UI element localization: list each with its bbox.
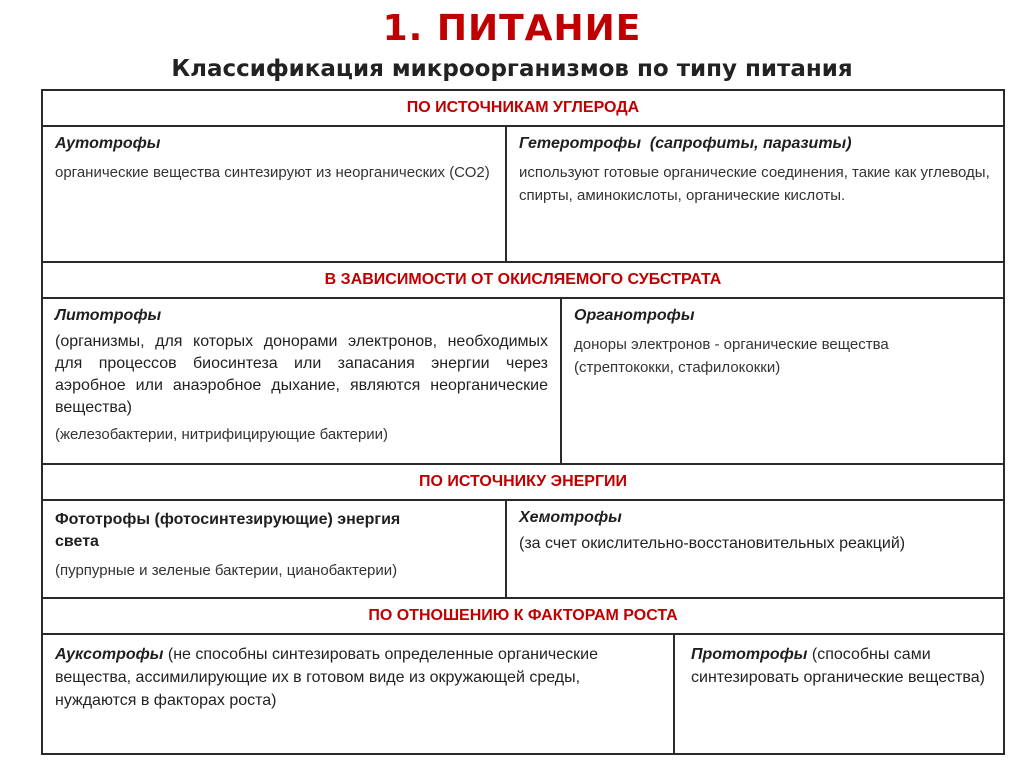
lithotrophs-desc: (организмы, для которых донорами электронов, необходимых для процессов биосинтеза или запасания энергии через аэробное или анаэробное дыхание, являются неорганические вещества) bbox=[55, 333, 548, 416]
section-heading-growth: ПО ОТНОШЕНИЮ К ФАКТОРАМ РОСТА bbox=[43, 599, 1003, 635]
section-growth-row bbox=[43, 635, 1003, 753]
lithotrophs-cell bbox=[43, 299, 562, 463]
lithotrophs-example: (железобактерии, нитрифицирующие бактерии) bbox=[55, 426, 389, 443]
heterotrophs-cell bbox=[507, 127, 1003, 261]
heterotrophs-subtypes: (сапрофиты, паразиты) bbox=[640, 135, 852, 152]
slide-subtitle: Классификация микроорганизмов по типу питания bbox=[171, 56, 853, 82]
organotrophs-desc: доноры электронов - органические вещества (стрептококки, стафилококки) bbox=[574, 336, 889, 376]
autotrophs-name: Аутотрофы bbox=[55, 135, 161, 152]
prototrophs-name: Прототрофы bbox=[691, 646, 808, 663]
heterotrophs-desc: используют готовые органические соединения, такие как углеводы, спирты, аминокислоты, органические кислоты. bbox=[519, 164, 990, 204]
autotrophs-cell bbox=[43, 127, 507, 261]
slide-title: 1. ПИТАНИЕ bbox=[382, 8, 642, 49]
section-carbon-row bbox=[43, 127, 1003, 263]
section-substrate-row bbox=[43, 299, 1003, 465]
prototrophs-desc: (способны сами синтезировать органические вещества) bbox=[691, 646, 985, 686]
auxotrophs-name: Ауксотрофы bbox=[55, 646, 164, 663]
chemotrophs-name: Хемотрофы bbox=[519, 509, 622, 526]
section-heading-energy: ПО ИСТОЧНИКУ ЭНЕРГИИ bbox=[43, 465, 1003, 501]
lithotrophs-name: Литотрофы bbox=[55, 307, 162, 324]
phototrophs-cell bbox=[43, 501, 507, 597]
autotrophs-desc: органические вещества синтезируют из неорганических (СО2) bbox=[55, 164, 490, 181]
heterotrophs-name: Гетеротрофы bbox=[519, 135, 641, 152]
phototrophs-desc: (пурпурные и зеленые бактерии, цианобактерии) bbox=[55, 562, 398, 579]
auxotrophs-desc: (не способны синтезировать определенные органические вещества, ассимилирующие их в готовом виде из окружающей среды, нуждаются в факторах роста) bbox=[55, 646, 603, 709]
chemotrophs-cell bbox=[507, 501, 1003, 597]
organotrophs-cell bbox=[562, 299, 1003, 463]
chemotrophs-desc: (за счет окислительно-восстановительных реакций) bbox=[519, 535, 906, 552]
section-heading-substrate: В ЗАВИСИМОСТИ ОТ ОКИСЛЯЕМОГО СУБСТРАТА bbox=[43, 263, 1003, 299]
section-heading-carbon: ПО ИСТОЧНИКАМ УГЛЕРОДА bbox=[43, 91, 1003, 127]
prototrophs-cell bbox=[675, 635, 1003, 753]
section-energy-row bbox=[43, 501, 1003, 599]
organotrophs-name: Органотрофы bbox=[574, 307, 695, 324]
classification-table bbox=[41, 89, 1005, 755]
auxotrophs-cell bbox=[43, 635, 675, 753]
phototrophs-name: Фототрофы (фотосинтезирующие) энергия света bbox=[55, 511, 401, 550]
